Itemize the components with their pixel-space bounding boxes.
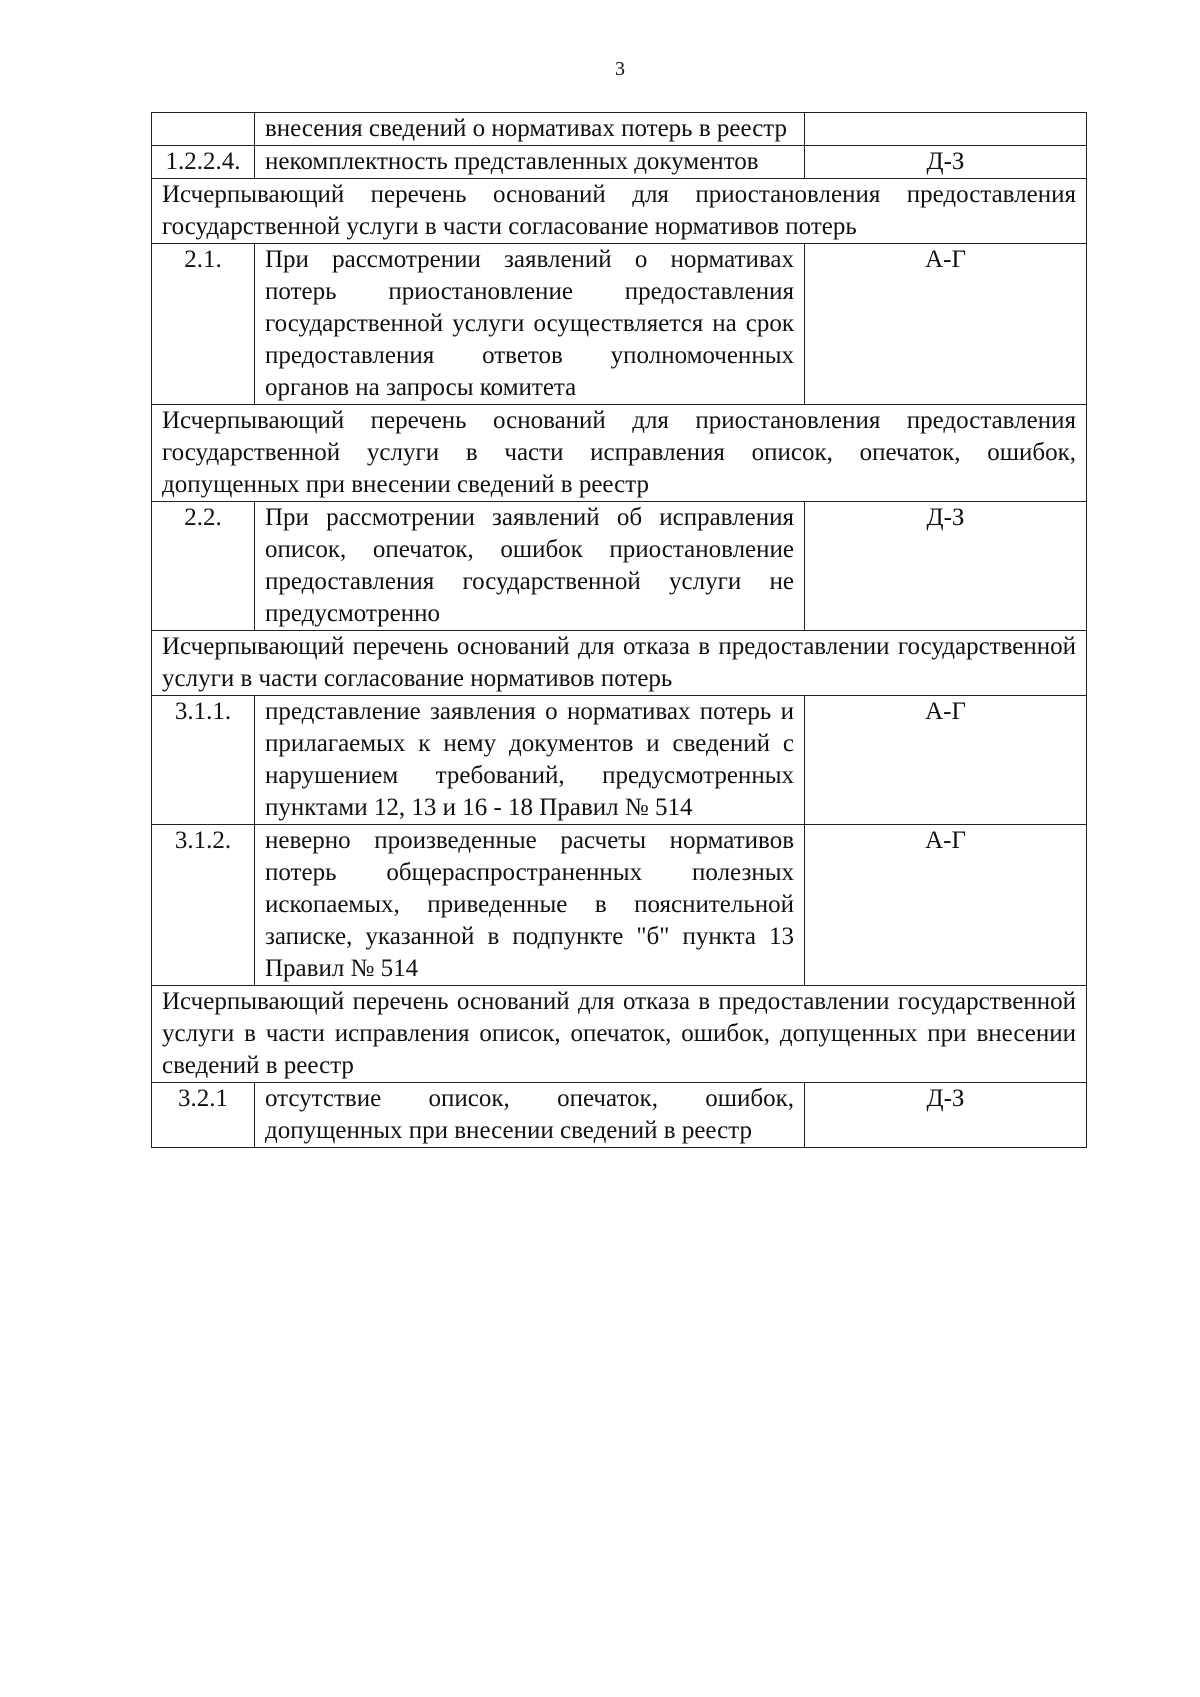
section-heading: Исчерпывающий перечень оснований для приостановления предоставления государственной услуги в части исправления описок, опечаток, ошибок, допущенных при внесении сведений в реестр: [152, 405, 1087, 502]
row-code: Д-З: [805, 1083, 1087, 1148]
document-table: [151, 112, 1087, 1148]
row-number: [152, 113, 255, 146]
row-text: При рассмотрении заявлений об исправления описок, опечаток, ошибок приостановление предоставления государственной услуги не предусмотренно: [255, 502, 805, 631]
table-row: [152, 244, 1087, 405]
row-number: 2.1.: [152, 244, 255, 405]
table-row: [152, 1083, 1087, 1148]
table-row: [152, 696, 1087, 825]
table-row: [152, 502, 1087, 631]
section-row: [152, 405, 1087, 502]
row-number: 3.1.2.: [152, 825, 255, 986]
section-heading: Исчерпывающий перечень оснований для отказа в предоставлении государственной услуги в части исправления описок, опечаток, ошибок, допущенных при внесении сведений в реестр: [152, 986, 1087, 1083]
row-text: неверно произведенные расчеты нормативов потерь общераспространенных полезных ископаемых, приведенные в пояснительной записке, указанной в подпункте "б" пункта 13 Правил № 514: [255, 825, 805, 986]
page-number: 3: [615, 58, 625, 80]
row-number: 2.2.: [152, 502, 255, 631]
row-text: отсутствие описок, опечаток, ошибок, допущенных при внесении сведений в реестр: [255, 1083, 805, 1148]
row-code: Д-З: [805, 502, 1087, 631]
section-row: [152, 179, 1087, 244]
row-code: А-Г: [805, 696, 1087, 825]
row-code: [805, 113, 1087, 146]
table-row: [152, 825, 1087, 986]
row-code: Д-З: [805, 146, 1087, 179]
section-row: [152, 986, 1087, 1083]
section-row: [152, 631, 1087, 696]
section-heading: Исчерпывающий перечень оснований для отказа в предоставлении государственной услуги в части согласование нормативов потерь: [152, 631, 1087, 696]
section-heading: Исчерпывающий перечень оснований для приостановления предоставления государственной услуги в части согласование нормативов потерь: [152, 179, 1087, 244]
row-code: А-Г: [805, 244, 1087, 405]
table-row: [152, 146, 1087, 179]
row-code: А-Г: [805, 825, 1087, 986]
table-row: [152, 113, 1087, 146]
row-text: При рассмотрении заявлений о нормативах потерь приостановление предоставления государственной услуги осуществляется на срок предоставления ответов уполномоченных органов на запросы комитета: [255, 244, 805, 405]
row-text: представление заявления о нормативах потерь и прилагаемых к нему документов и сведений с нарушением требований, предусмотренных пунктами 12, 13 и 16 - 18 Правил № 514: [255, 696, 805, 825]
row-number: 1.2.2.4.: [152, 146, 255, 179]
row-text: внесения сведений о нормативах потерь в реестр: [255, 113, 805, 146]
row-number: 3.2.1: [152, 1083, 255, 1148]
row-text: некомплектность представленных документов: [255, 146, 805, 179]
row-number: 3.1.1.: [152, 696, 255, 825]
